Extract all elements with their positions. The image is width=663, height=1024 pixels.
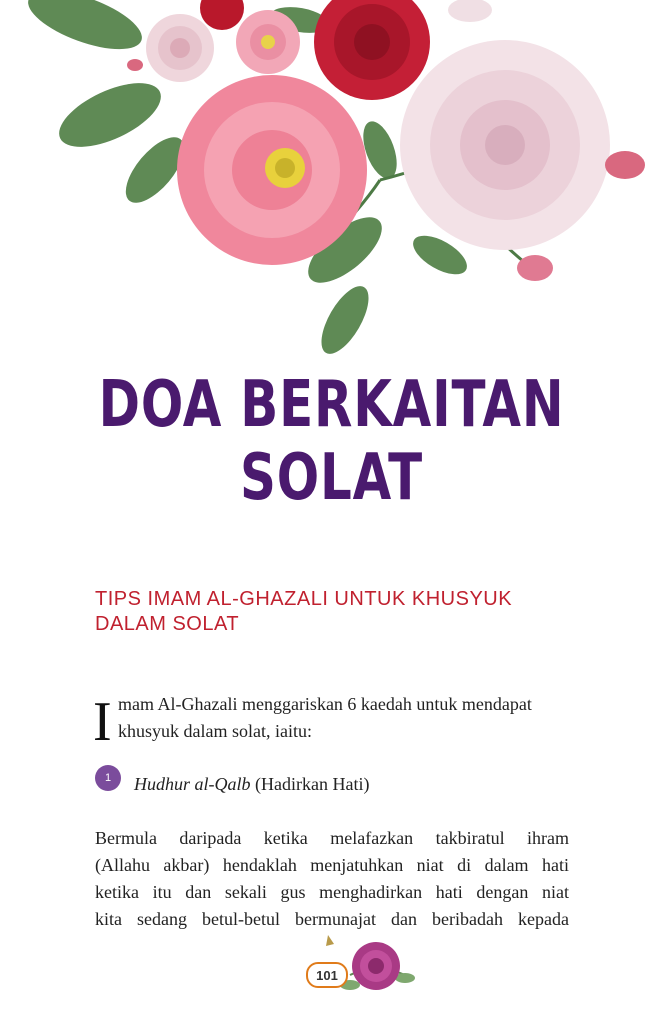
intro-line2: khusyuk dalam solat, iaitu: bbox=[118, 721, 312, 741]
body-text-line: ketika itu dan sekali gus menghadirkan hati dengan niat bbox=[95, 882, 569, 902]
intro-line1: mam Al-Ghazali menggariskan 6 kaedah untuk mendapat bbox=[118, 694, 532, 714]
list-number-badge: 1 bbox=[95, 765, 121, 791]
page-title-line2: SOLAT bbox=[240, 441, 423, 515]
section-heading-line1: TIPS IMAM AL-GHAZALI UNTUK KHUSYUK bbox=[95, 588, 513, 610]
list-item-title-italic: Hudhur al-Qalb bbox=[134, 774, 251, 794]
rose-bouquet-illustration bbox=[0, 0, 663, 360]
page-title-line1: DOA BERKAITAN bbox=[98, 368, 565, 442]
list-item-title bbox=[134, 774, 369, 795]
body-text-line: Bermula daripada ketika melafazkan takbiratul ihram bbox=[95, 828, 569, 848]
section-heading-line2: DALAM SOLAT bbox=[95, 613, 240, 635]
body-text-line: (Allahu akbar) hendaklah menjatuhkan niat di dalam hati bbox=[95, 855, 569, 875]
page-number: 101 bbox=[306, 962, 348, 988]
drop-cap: I bbox=[93, 691, 112, 753]
body-text-line: kita sedang betul-betul bermunajat dan beribadah kepada bbox=[95, 909, 569, 929]
list-item-title-rest: (Hadirkan Hati) bbox=[250, 774, 370, 794]
